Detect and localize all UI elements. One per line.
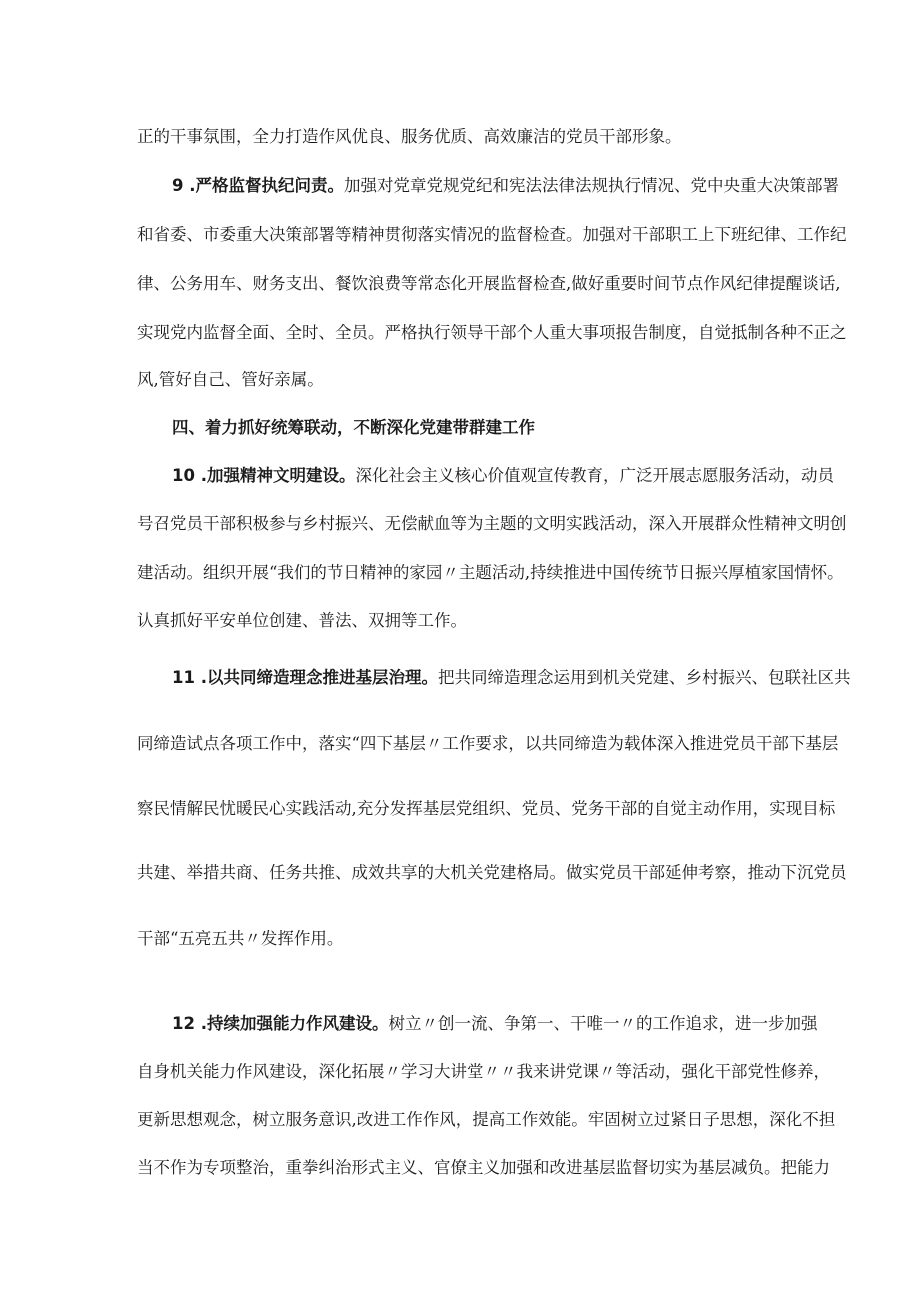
- item-10-line-3: 建活动。组织开展“我们的节日精神的家园〃主题活动,持续推进中国传统节日振兴厚植家国情怀。: [137, 563, 844, 582]
- item-10-text: 深化社会主义核心价值观宣传教育，广泛开展志愿服务活动，动员: [355, 466, 834, 485]
- item-9-line-2: 和省委、市委重大决策部署等精神贯彻落实情况的监督检查。加强对干部职工上下班纪律、工作纪: [137, 225, 847, 244]
- item-11-heading: 11 .以共同缔造理念推进基层治理。: [172, 668, 438, 687]
- item-9-line-5: 风,管好自己、管好亲属。: [137, 370, 324, 389]
- item-11-line-2: 同缔造试点各项工作中，落实“四下基层〃工作要求，以共同缔造为载体深入推进党员干部下基层: [137, 734, 839, 753]
- item-11-line-1: [172, 667, 851, 689]
- section-4-heading: 四、着力抓好统筹联动，不断深化党建带群建工作: [172, 418, 535, 437]
- item-11-line-3: 察民情解民忧暖民心实践活动,充分发挥基层党组织、党员、党务干部的自觉主动作用，实现目标: [137, 799, 836, 818]
- item-9-text: 加强对党章党规党纪和宪法法律法规执行情况、党中央重大决策部署: [344, 176, 839, 195]
- item-9-line-1: [172, 175, 839, 197]
- item-9-line-3: 律、公务用车、财务支出、餐饮浪费等常态化开展监督检查,做好重要时间节点作风纪律提醒谈话,: [137, 274, 841, 293]
- item-11-line-5: 干部“五亮五共〃发挥作用。: [137, 929, 344, 948]
- item-12-text: 树立〃创一流、争第一、干唯一〃的工作追求，进一步加强: [388, 1014, 818, 1033]
- item-12-heading: 12 .持续加强能力作风建设。: [172, 1014, 389, 1033]
- item-10-line-4: 认真抓好平安单位创建、普法、双拥等工作。: [137, 611, 467, 630]
- item-12-line-4: 当不作为专项整治，重拳纠治形式主义、官僚主义加强和改进基层监督切实为基层减负。把能力: [137, 1158, 830, 1177]
- item-12-line-2: 自身机关能力作风建设，深化拓展〃学习大讲堂〃〃我来讲党课〃等活动，强化干部党性修养，: [137, 1062, 830, 1081]
- item-9-line-4: 实现党内监督全面、全时、全员。严格执行领导干部个人重大事项报告制度，自觉抵制各种不正之: [137, 323, 847, 342]
- item-10-heading: 10 .加强精神文明建设。: [172, 466, 356, 485]
- item-12-line-3: 更新思想观念，树立服务意识,改进工作作风，提高工作效能。牢固树立过紧日子思想，深化不担: [137, 1110, 836, 1129]
- item-10-line-1: [172, 465, 834, 487]
- item-12-line-1: [172, 1013, 818, 1035]
- item-10-line-2: 号召党员干部积极参与乡村振兴、无偿献血等为主题的文明实践活动，深入开展群众性精神文明创: [137, 514, 847, 533]
- item-11-text: 把共同缔造理念运用到机关党建、乡村振兴、包联社区共: [437, 668, 851, 687]
- item-11-line-4: 共建、举措共商、任务共推、成效共享的大机关党建格局。做实党员干部延伸考察，推动下沉党员: [137, 863, 847, 882]
- paragraph-intro-line: 正的干事氛围，全力打造作风优良、服务优质、高效廉洁的党员干部形象。: [137, 127, 682, 146]
- item-9-heading: 9 .严格监督执纪问责。: [172, 176, 344, 195]
